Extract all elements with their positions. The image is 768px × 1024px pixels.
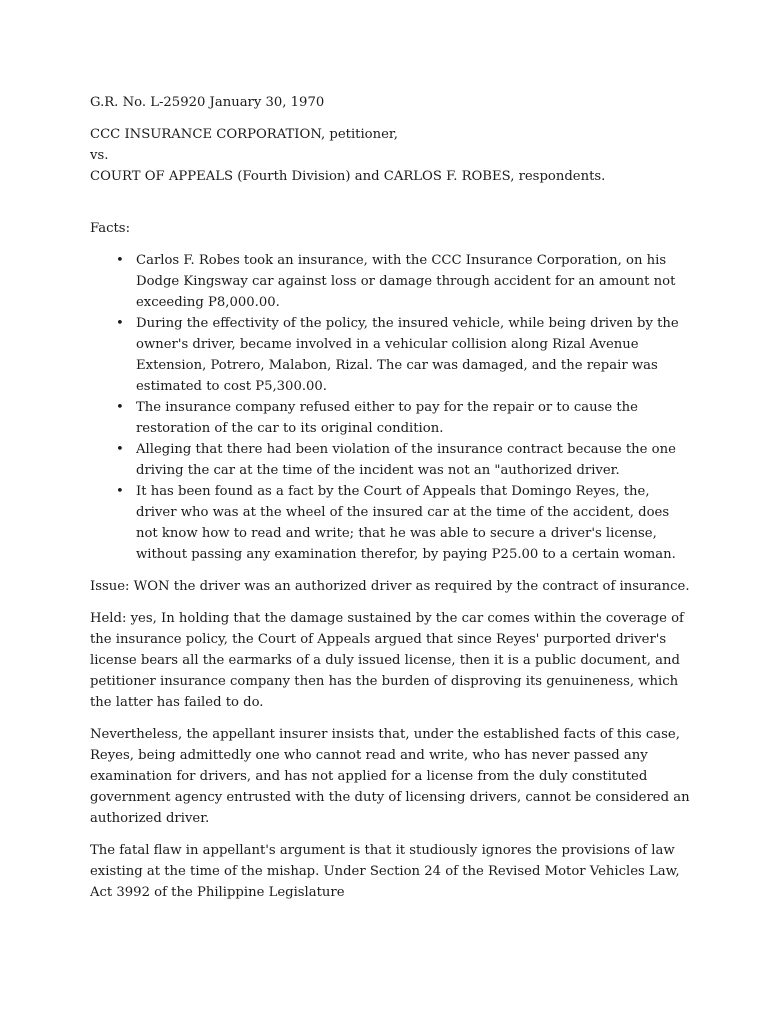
fatal-flaw-paragraph: The fatal flaw in appellant's argument is that it studiously ignores the provisions of law existing at the time of the mishap. Under Section 24 of the Revised Motor Vehicles Law, Act 3992 of the Philippine Legislature — [90, 843, 680, 900]
fact-text: During the effectivity of the policy, the insured vehicle, while being driven by the owner's driver, became involved in a vehicular collision along Rizal Avenue Extension, Potrero, Malabon, Rizal. The car was damaged, and the repair was estimated to cost P5,300.00. — [136, 316, 679, 394]
bullet-icon: • — [116, 316, 124, 331]
held-paragraph: Held: yes, In holding that the damage sustained by the car comes within the coverage of the insurance policy, the Court of Appeals argued that since Reyes' purported driver's license bears all the earmarks of a duly issued license, then it is a public document, and petitioner insurance company then has the burden of disproving its genuineness, which the latter has failed to do. — [90, 611, 684, 710]
petitioner-line: CCC INSURANCE CORPORATION, petitioner, — [90, 127, 398, 142]
document-page — [90, 92, 690, 903]
versus-line: vs. — [90, 148, 109, 163]
bullet-icon: • — [116, 400, 124, 415]
bullet-icon: • — [116, 253, 124, 268]
fact-text: It has been found as a fact by the Court of Appeals that Domingo Reyes, the, driver who was at the wheel of the insured car at the time of the accident, does not know how to read and write; that he was able to secure a driver's license, without passing any examination therefor, by paying P25.00 to a certain woman. — [136, 484, 676, 562]
list-item — [90, 439, 690, 481]
list-item — [90, 313, 690, 397]
list-item — [90, 481, 690, 565]
fact-text: Carlos F. Robes took an insurance, with the CCC Insurance Corporation, on his Dodge Kingsway car against loss or damage through accident for an amount not exceeding P8,000.00. — [136, 253, 676, 310]
fact-text: Alleging that there had been violation of the insurance contract because the one driving the car at the time of the incident was not an "authorized driver. — [136, 442, 676, 478]
nevertheless-paragraph: Nevertheless, the appellant insurer insists that, under the established facts of this case, Reyes, being admittedly one who cannot read and write, who has never passed any examination for drivers, and has not applied for a license from the duly constituted government agency entrusted with the duty of licensing drivers, cannot be considered an authorized driver. — [90, 727, 690, 826]
fact-text: The insurance company refused either to pay for the repair or to cause the restoration of the car to its original condition. — [136, 400, 638, 436]
issue-paragraph: Issue: WON the driver was an authorized driver as required by the contract of insurance. — [90, 579, 690, 594]
list-item — [90, 250, 690, 313]
facts-list — [90, 250, 690, 565]
list-item — [90, 397, 690, 439]
bullet-icon: • — [116, 484, 124, 499]
bullet-icon: • — [116, 442, 124, 457]
case-number: G.R. No. L-25920 January 30, 1970 — [90, 95, 325, 110]
facts-heading: Facts: — [90, 221, 131, 236]
respondents-line: COURT OF APPEALS (Fourth Division) and CARLOS F. ROBES, respondents. — [90, 169, 606, 184]
